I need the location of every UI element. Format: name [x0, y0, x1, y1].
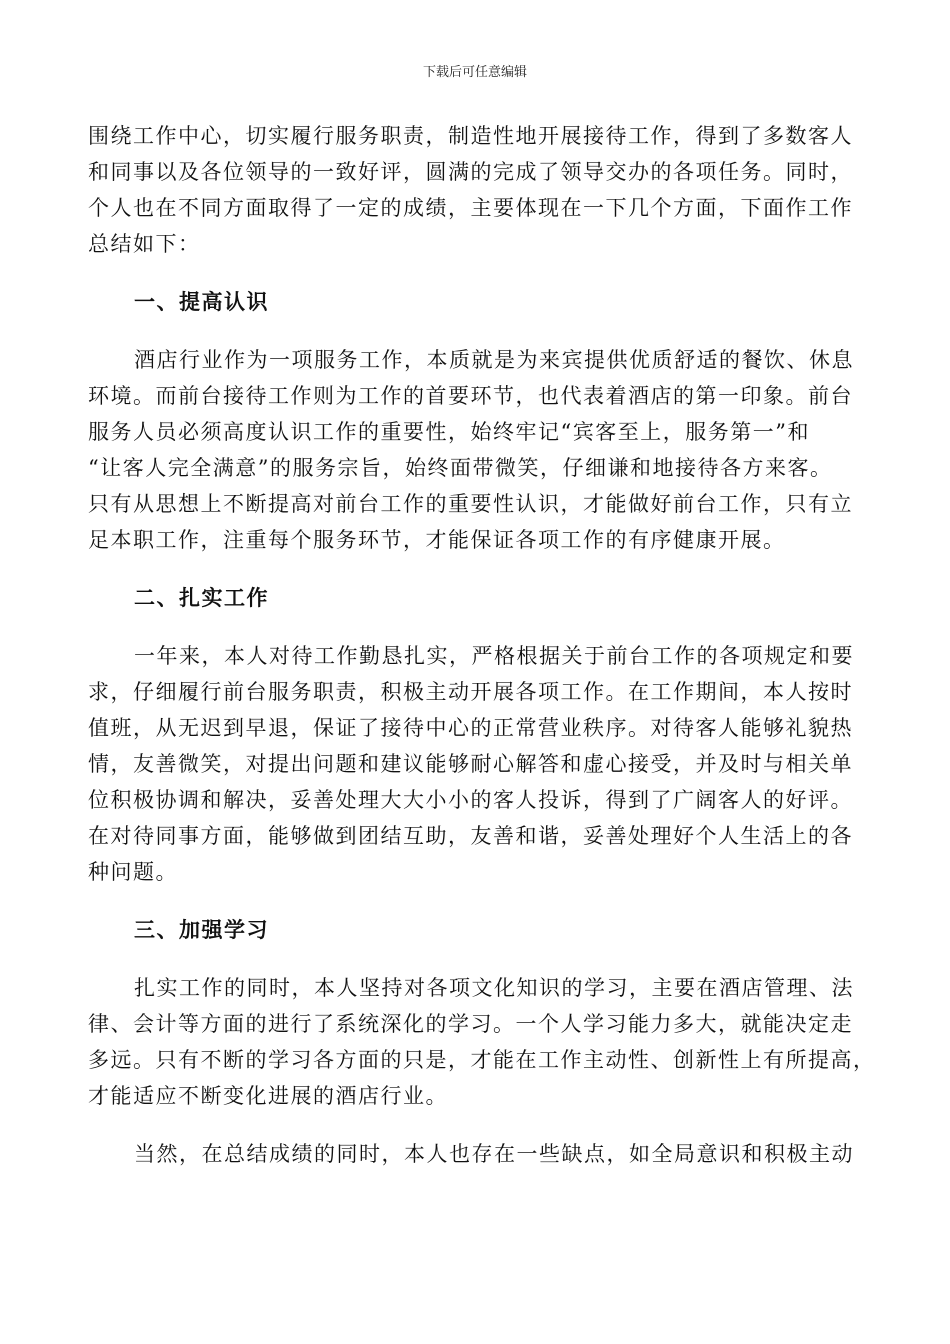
intro-paragraph: [88, 118, 860, 262]
section-heading-1: 一、提高认识: [134, 289, 269, 314]
text-line: 服务人员必须高度认识工作的重要性，始终牢记“宾客至上，服务第一”和: [88, 420, 810, 444]
text-line: 位积极协调和解决，妥善处理大大小小的客人投诉，得到了广阔客人的好评。: [88, 788, 853, 812]
text-line: 围绕工作中心，切实履行服务职责，制造性地开展接待工作，得到了多数客人: [88, 124, 853, 148]
text-line: 情，友善微笑，对提出问题和建议能够耐心解答和虚心接受，并及时与相关单: [88, 752, 853, 776]
text-line: 环境。而前台接待工作则为工作的首要环节，也代表着酒店的第一印象。前台: [88, 384, 853, 408]
document-body: [88, 118, 876, 1172]
text-line: 总结如下：: [88, 232, 201, 256]
text-line: 多远。只有不断的学习各方面的只是，才能在工作主动性、创新性上有所提高，: [88, 1048, 876, 1072]
text-line: 扎实工作的同时，本人坚持对各项文化知识的学习，主要在酒店管理、法: [134, 976, 854, 1000]
text-line: 当然，在总结成绩的同时，本人也存在一些缺点，如全局意识和积极主动: [134, 1142, 854, 1166]
text-line: 值班，从无迟到早退，保证了接待中心的正常营业秩序。对待客人能够礼貌热: [88, 716, 853, 740]
section-heading-3: 三、加强学习: [134, 917, 269, 942]
section-2-paragraph: [88, 638, 860, 890]
section-heading-2: 二、扎实工作: [134, 585, 269, 610]
text-line: 只有从思想上不断提高对前台工作的重要性认识，才能做好前台工作，只有立: [88, 492, 853, 516]
text-line: “让客人完全满意”的服务宗旨，始终面带微笑，仔细谦和地接待各方来客。: [88, 456, 833, 480]
text-line: 足本职工作，注重每个服务环节，才能保证各项工作的有序健康开展。: [88, 528, 786, 552]
page-header: 下载后可任意编辑: [422, 65, 527, 80]
text-line: 在对待同事方面，能够做到团结互助，友善和谐，妥善处理好个人生活上的各: [88, 824, 853, 848]
text-line: 酒店行业作为一项服务工作，本质就是为来宾提供优质舒适的餐饮、休息: [134, 348, 854, 372]
text-line: 种问题。: [88, 860, 178, 884]
section-3-paragraph: [88, 970, 876, 1114]
text-line: 个人也在不同方面取得了一定的成绩，主要体现在一下几个方面，下面作工作: [88, 196, 853, 220]
closing-paragraph: [88, 1136, 860, 1172]
text-line: 律、会计等方面的进行了系统深化的学习。一个人学习能力多大，就能决定走: [88, 1012, 853, 1036]
text-line: 求，仔细履行前台服务职责，积极主动开展各项工作。在工作期间，本人按时: [88, 680, 853, 704]
text-line: 和同事以及各位领导的一致好评，圆满的完成了领导交办的各项任务。同时，: [88, 160, 853, 184]
text-line: 才能适应不断变化进展的酒店行业。: [88, 1084, 448, 1108]
text-line: 一年来，本人对待工作勤恳扎实，严格根据关于前台工作的各项规定和要: [134, 644, 854, 668]
section-1-paragraph: [88, 342, 860, 558]
